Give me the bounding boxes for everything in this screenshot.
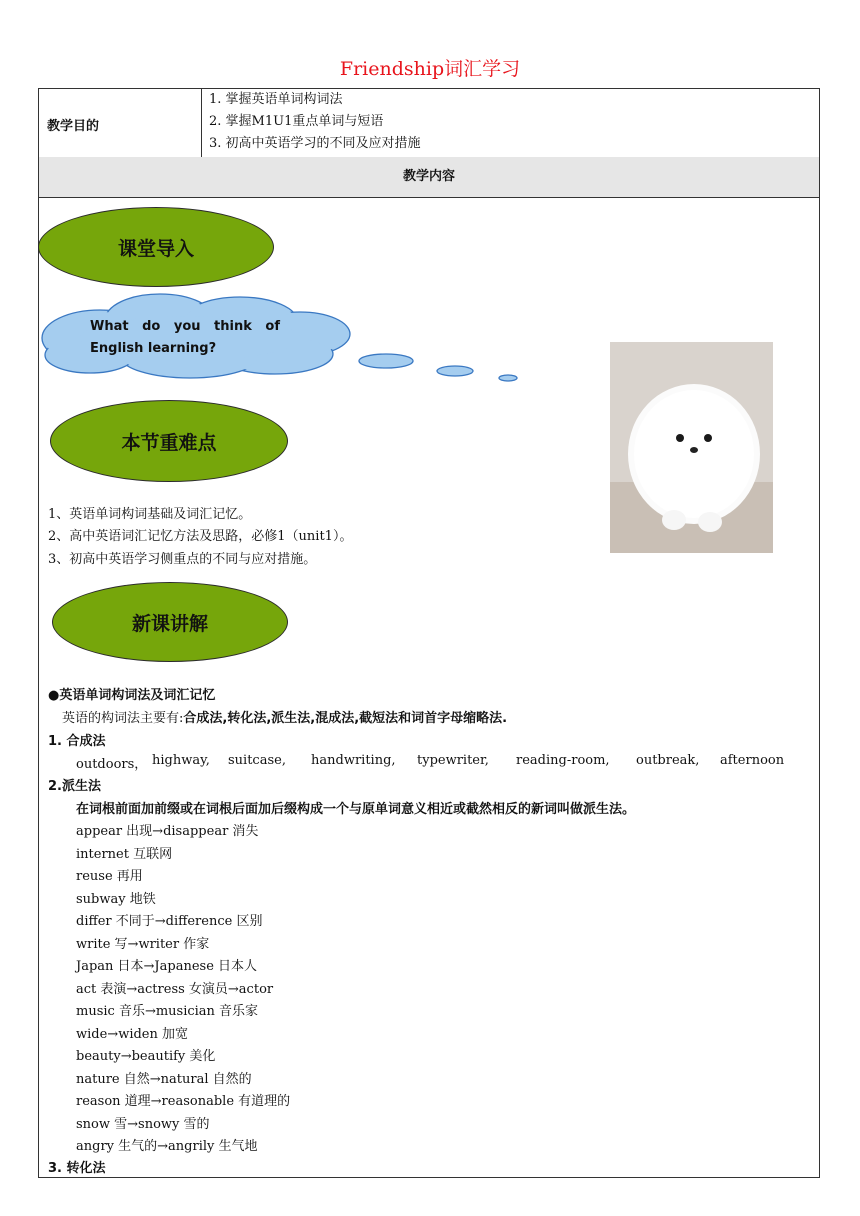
pomeranian-icon [610,342,773,553]
derivation-example: music 音乐→musician 音乐家 [76,1004,259,1019]
derivation-example: appear 出现→disappear 消失 [76,824,259,839]
compound-title: 1. 合成法 [48,734,106,749]
section-intro [62,707,507,726]
derivation-title: 2.派生法 [48,779,101,794]
section-heading: ●英语单词构词法及词汇记忆 [48,688,216,703]
derivation-description: 在词根前面加前缀或在词根后面加后缀构成一个与原单词意义相近或截然相反的新词叫做派生法。 [76,802,636,817]
section-intro-prefix: 英语的构词法主要有: [62,711,184,726]
derivation-example: angry 生气的→angrily 生气地 [76,1139,258,1154]
derivation-example: reason 道理→reasonable 有道理的 [76,1094,291,1109]
compound-word: handwriting, [311,753,396,768]
conversion-title: 3. 转化法 [48,1161,106,1176]
oval-new-lesson: 新课讲解 [52,582,288,662]
section-intro-methods: 合成法,转化法,派生法,混成法,截短法和词首字母缩略法. [183,711,508,726]
derivation-example: wide→widen 加宽 [76,1027,188,1042]
row-divider [39,197,819,198]
compound-word: highway, [152,753,210,768]
oval-key-points: 本节重难点 [50,400,288,482]
derivation-example: write 写→writer 作家 [76,937,210,952]
objective-item: 1. 掌握英语单词构词法 [209,92,343,107]
derivation-example: reuse 再用 [76,869,143,884]
derivation-example: act 表演→actress 女演员→actor [76,982,274,997]
difficulty-item: 2、高中英语词汇记忆方法及思路，必修1（unit1）。 [48,529,353,544]
oval-class-intro: 课堂导入 [38,207,274,287]
derivation-example: Japan 日本→Japanese 日本人 [76,959,258,974]
puppy-photo [610,342,773,553]
compound-word: afternoon [720,753,785,768]
derivation-example: nature 自然→natural 自然的 [76,1072,252,1087]
column-divider [201,89,202,157]
difficulty-item: 3、初高中英语学习侧重点的不同与应对措施。 [48,552,317,567]
objectives-label: 教学目的 [47,119,100,134]
compound-word: reading-room, [516,753,610,768]
derivation-example: beauty→beautify 美化 [76,1049,216,1064]
derivation-example: differ 不同于→difference 区别 [76,914,263,929]
objective-item: 2. 掌握M1U1重点单词与短语 [209,114,384,129]
derivation-example: internet 互联网 [76,847,173,862]
derivation-example: snow 雪→snowy 雪的 [76,1117,210,1132]
compound-word: outdoors， [76,757,148,772]
objective-item: 3. 初高中英语学习的不同及应对措施 [209,136,421,151]
content-header: 教学内容 [39,157,819,197]
compound-word: suitcase, [228,753,286,768]
difficulty-item: 1、英语单词构词基础及词汇记忆。 [48,507,252,522]
document-title: Friendship词汇学习 [339,58,521,80]
derivation-example: subway 地铁 [76,892,156,907]
compound-word: outbreak, [636,753,700,768]
compound-word: typewriter, [417,753,489,768]
cloud-question: What do you think of English learning? [90,319,280,356]
